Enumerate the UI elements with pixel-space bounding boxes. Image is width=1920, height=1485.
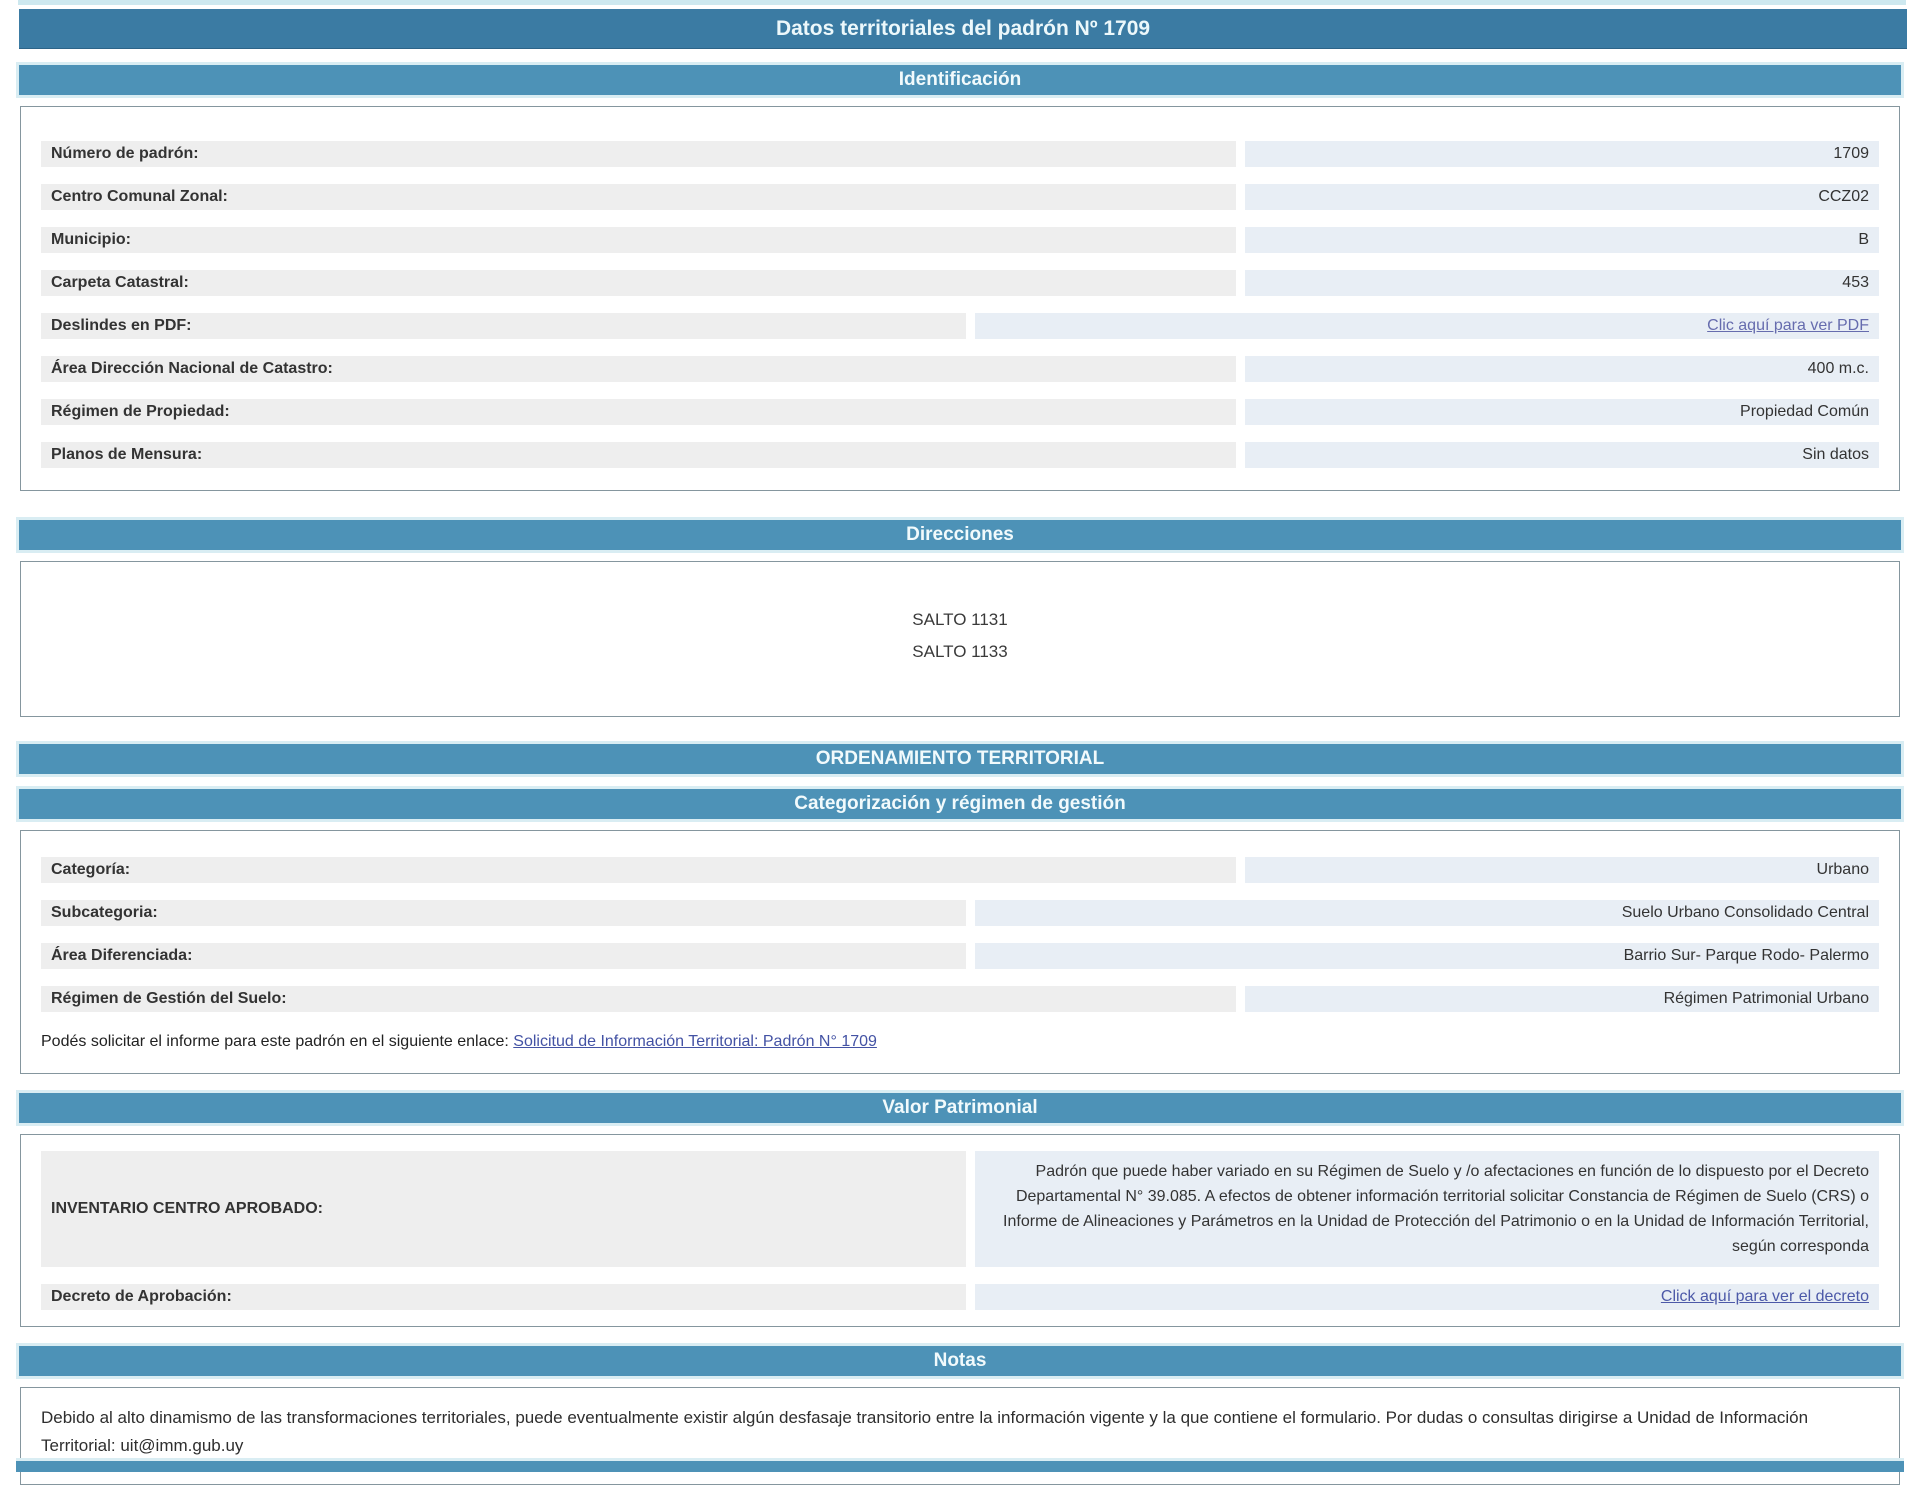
request-info-line — [41, 1029, 1879, 1055]
ver-decreto-link[interactable]: Click aquí para ver el decreto — [1660, 1288, 1869, 1305]
regimen-propiedad-label: Régimen de Propiedad: — [41, 399, 1236, 425]
area-diferenciada-value: Barrio Sur- Parque Rodo- Palermo — [975, 943, 1880, 969]
row-inventario-centro-aprobado — [41, 1151, 1879, 1267]
section-header-identificacion: Identificación — [16, 62, 1904, 98]
top-divider-strip — [18, 0, 1906, 5]
numero-de-padron-value: 1709 — [1245, 141, 1879, 167]
request-info-text: Podés solicitar el informe para este padrón en el siguiente enlace: — [41, 1033, 514, 1050]
centro-comunal-zonal-value: CCZ02 — [1245, 184, 1879, 210]
section-header-direcciones: Direcciones — [16, 517, 1904, 553]
row-centro-comunal-zonal — [41, 184, 1879, 210]
row-numero-de-padron — [41, 141, 1879, 167]
direcciones-panel — [20, 561, 1900, 717]
planos-mensura-label: Planos de Mensura: — [41, 442, 1236, 468]
row-area-catastro — [41, 356, 1879, 382]
regimen-propiedad-value: Propiedad Común — [1245, 399, 1879, 425]
decreto-aprobacion-value — [975, 1284, 1880, 1310]
address-line: SALTO 1131 — [912, 610, 1008, 629]
notas-text: Debido al alto dinamismo de las transformaciones territoriales, puede eventualmente existir algún desfasaje transitorio entre la información vigente y la que contiene el formulario. Por dudas o consultas dirigirse a Unidad de Información Territorial: uit@imm.gub.uy — [41, 1408, 1809, 1455]
centro-comunal-zonal-label: Centro Comunal Zonal: — [41, 184, 1236, 210]
carpeta-catastral-value: 453 — [1245, 270, 1879, 296]
subcategoria-label: Subcategoria: — [41, 900, 966, 926]
area-catastro-value: 400 m.c. — [1245, 356, 1879, 382]
address-line: SALTO 1133 — [912, 642, 1008, 661]
subcategoria-value: Suelo Urbano Consolidado Central — [975, 900, 1880, 926]
ver-pdf-link[interactable]: Clic aquí para ver PDF — [1707, 317, 1869, 334]
municipio-label: Municipio: — [41, 227, 1236, 253]
numero-de-padron-label: Número de padrón: — [41, 141, 1236, 167]
valor-patrimonial-panel — [20, 1134, 1900, 1327]
row-subcategoria — [41, 900, 1879, 926]
regimen-gestion-suelo-label: Régimen de Gestión del Suelo: — [41, 986, 1236, 1012]
row-regimen-gestion-suelo — [41, 986, 1879, 1012]
area-catastro-label: Área Dirección Nacional de Catastro: — [41, 356, 1236, 382]
carpeta-catastral-label: Carpeta Catastral: — [41, 270, 1236, 296]
page-title: Datos territoriales del padrón Nº 1709 — [19, 9, 1907, 49]
next-section-bar-partial — [16, 1458, 1904, 1472]
regimen-gestion-suelo-value: Régimen Patrimonial Urbano — [1245, 986, 1879, 1012]
area-diferenciada-label: Área Diferenciada: — [41, 943, 966, 969]
identificacion-panel — [20, 106, 1900, 491]
row-carpeta-catastral — [41, 270, 1879, 296]
row-regimen-propiedad — [41, 399, 1879, 425]
row-area-diferenciada — [41, 943, 1879, 969]
municipio-value: B — [1245, 227, 1879, 253]
section-header-notas: Notas — [16, 1343, 1904, 1379]
row-categoria — [41, 857, 1879, 883]
row-planos-mensura — [41, 442, 1879, 468]
categoria-label: Categoría: — [41, 857, 1236, 883]
row-decreto-aprobacion — [41, 1284, 1879, 1310]
inventario-centro-aprobado-label: INVENTARIO CENTRO APROBADO: — [41, 1151, 966, 1267]
row-municipio — [41, 227, 1879, 253]
inventario-centro-aprobado-value: Padrón que puede haber variado en su Régimen de Suelo y /o afectaciones en función de lo dispuesto por el Decreto Departamental N° 39.085. A efectos de obtener información territorial solicitar Constancia de Régimen de Suelo (CRS) o Informe de Alineaciones y Parámetros en la Unidad de Protección del Patrimonio o en la Unidad de Información Territorial, según corresponda — [975, 1151, 1880, 1267]
section-header-categorizacion: Categorización y régimen de gestión — [16, 786, 1904, 822]
categorizacion-panel — [20, 830, 1900, 1074]
section-header-valor-patrimonial: Valor Patrimonial — [16, 1090, 1904, 1126]
decreto-aprobacion-label: Decreto de Aprobación: — [41, 1284, 966, 1310]
row-deslindes-pdf — [41, 313, 1879, 339]
deslindes-pdf-label: Deslindes en PDF: — [41, 313, 966, 339]
deslindes-pdf-value — [975, 313, 1880, 339]
section-header-ordenamiento-territorial: ORDENAMIENTO TERRITORIAL — [16, 741, 1904, 777]
planos-mensura-value: Sin datos — [1245, 442, 1879, 468]
categoria-value: Urbano — [1245, 857, 1879, 883]
solicitud-informacion-link[interactable]: Solicitud de Información Territorial: Padrón N° 1709 — [513, 1033, 877, 1050]
